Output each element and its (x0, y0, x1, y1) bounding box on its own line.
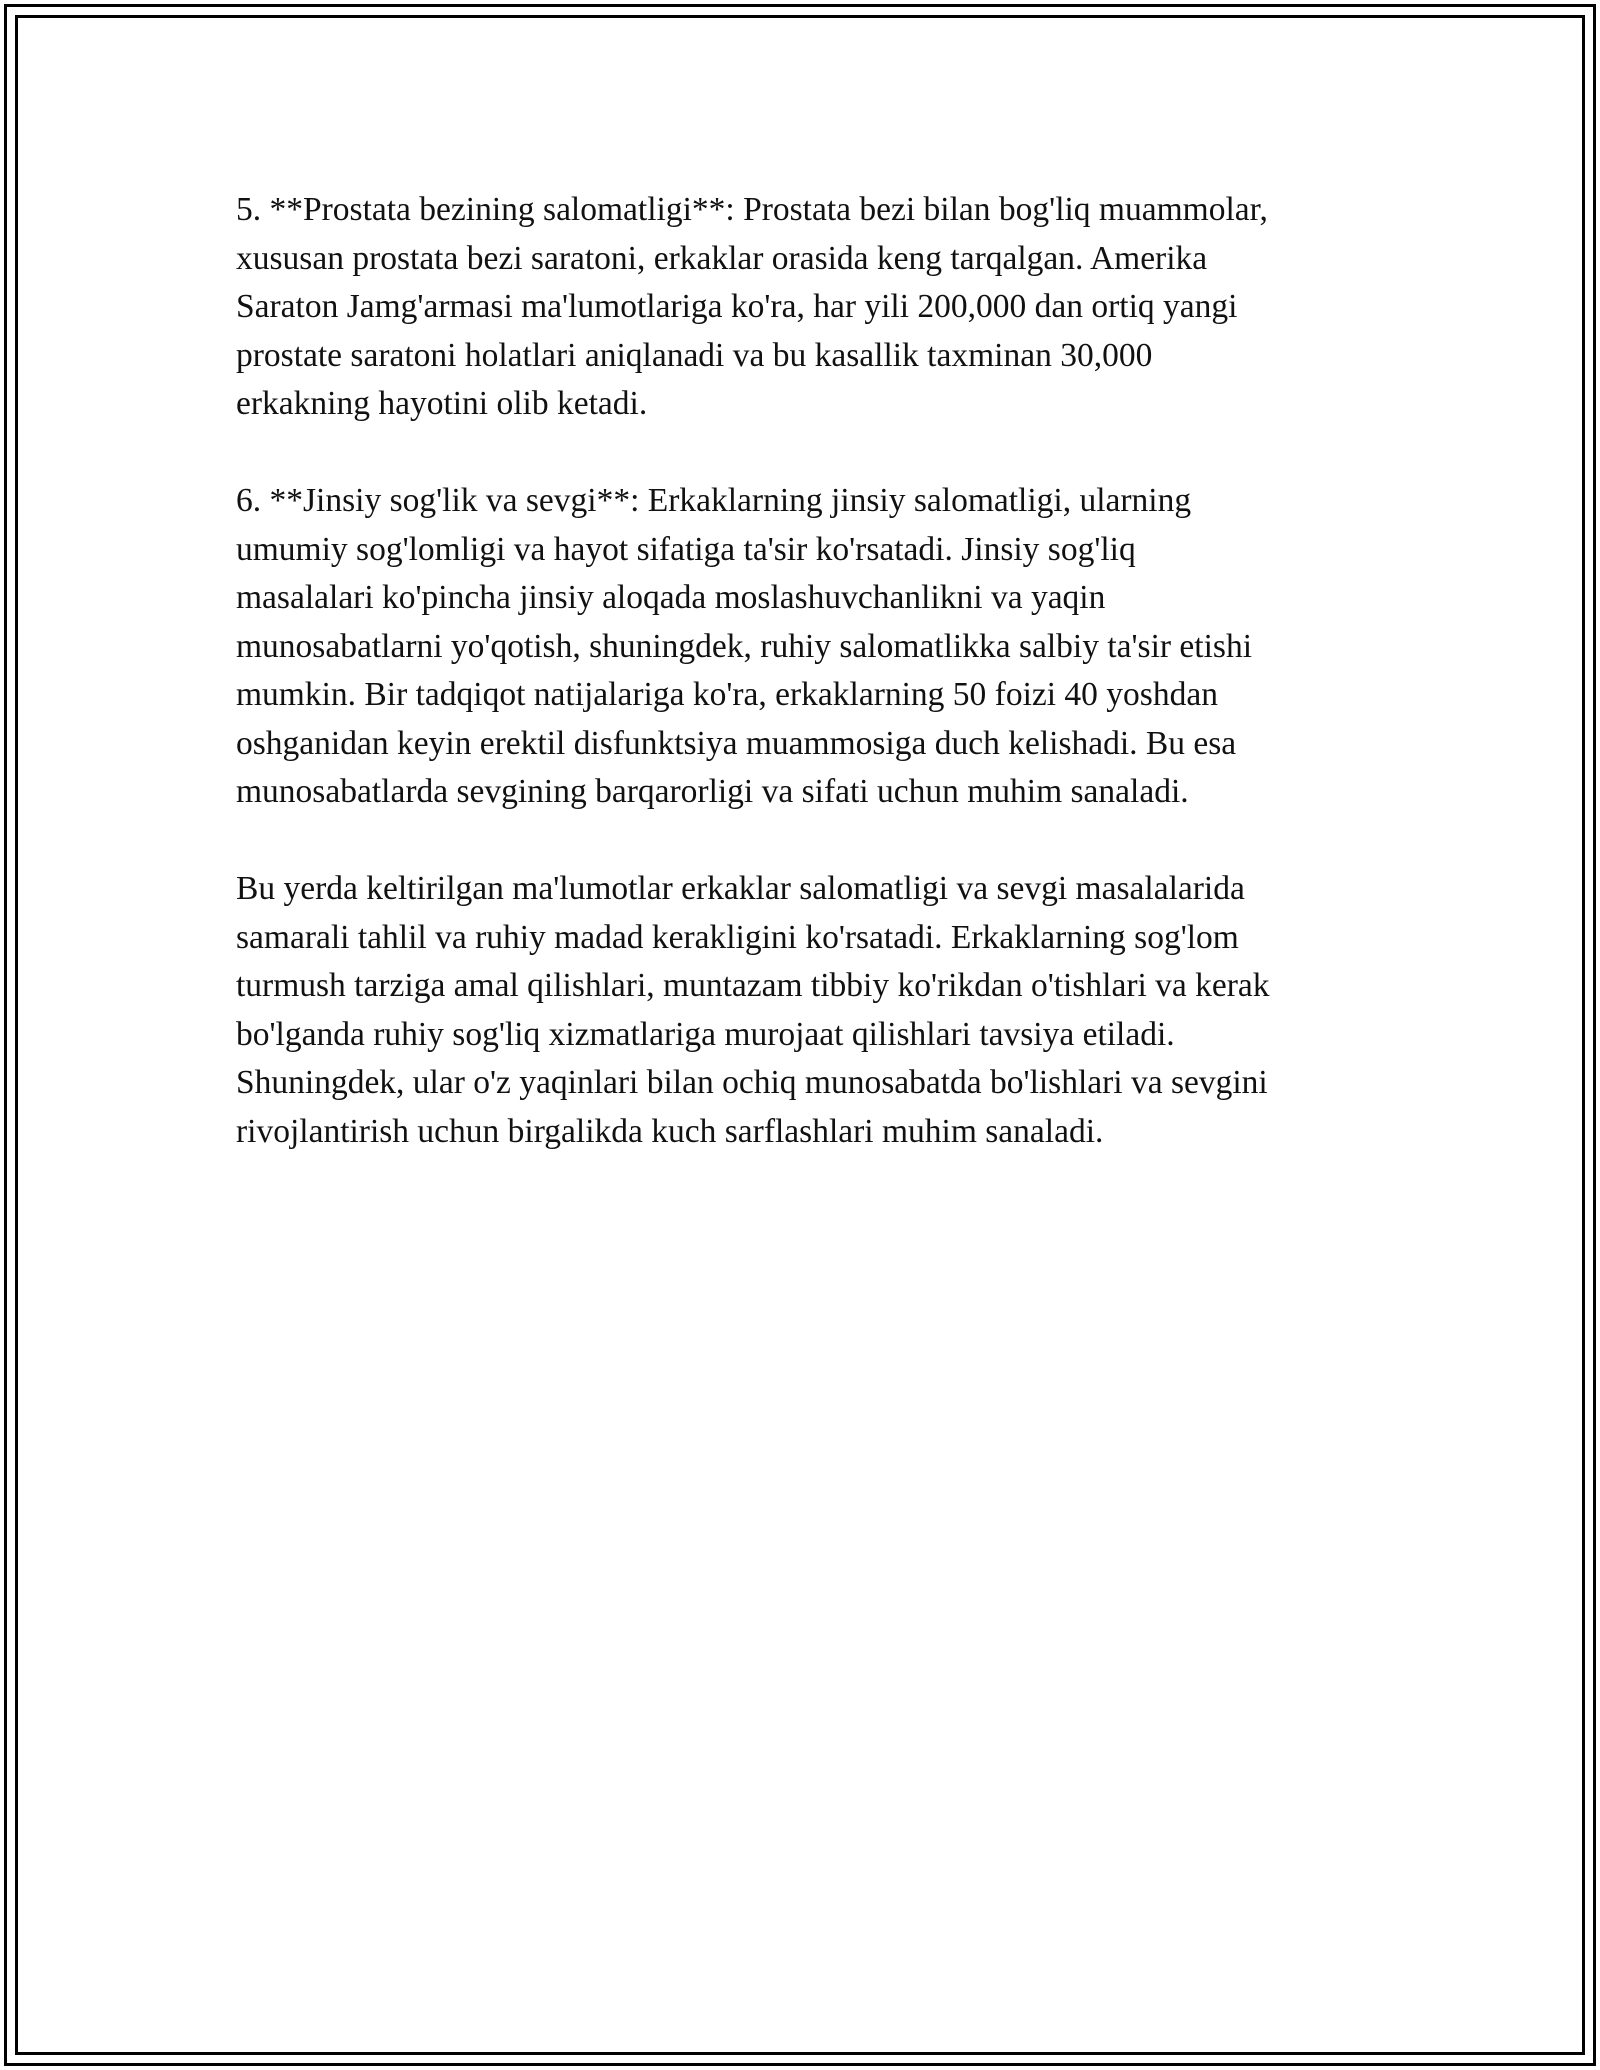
text-line: bo'lganda ruhiy sog'liq xizmatlariga murojaat qilishlari tavsiya etiladi. (236, 1015, 1175, 1053)
text-line: mumkin. Bir tadqiqot natijalariga ko'ra, erkaklarning 50 foizi 40 yoshdan (236, 676, 1218, 713)
text-line: 6. **Jinsiy sog'lik va sevgi**: Erkaklarning jinsiy salomatligi, ularning (236, 482, 1192, 519)
text-line: samarali tahlil va ruhiy madad kerakligini ko'rsatadi. Erkaklarning sog'lom (236, 918, 1239, 956)
text-line: Shuningdek, ular o'z yaqinlari bilan ochiq munosabatda bo'lishlari va sevgini (236, 1064, 1268, 1101)
text-line: masalalari ko'pincha jinsiy aloqada moslashuvchanlikni va yaqin (236, 579, 1106, 616)
paragraph-conclusion (236, 865, 1386, 1156)
text-line: rivojlantirish uchun birgalikda kuch sarflashlari muhim sanaladi. (236, 1112, 1104, 1150)
text-line: Saraton Jamg'armasi ma'lumotlariga ko'ra, har yili 200,000 dan ortiq yangi (236, 288, 1238, 325)
text-line: munosabatlarni yo'qotish, shuningdek, ruhiy salomatlikka salbiy ta'sir etishi (236, 627, 1253, 665)
text-line: munosabatlarda sevgining barqarorligi va sifati uchun muhim sanaladi. (236, 773, 1189, 810)
text-line: prostate saratoni holatlari aniqlanadi va bu kasallik taxminan 30,000 (236, 336, 1153, 374)
paragraph-sexual-health (236, 477, 1386, 817)
text-line: umumiy sog'lomligi va hayot sifatiga ta'sir ko'rsatadi. Jinsiy sog'liq (236, 530, 1136, 568)
text-line: turmush tarziga amal qilishlari, muntazam tibbiy ko'rikdan o'tishlari va kerak (236, 967, 1270, 1004)
text-line: oshganidan keyin erektil disfunktsiya muammosiga duch kelishadi. Bu esa (236, 724, 1237, 762)
text-line: Bu yerda keltirilgan ma'lumotlar erkaklar salomatligi va sevgi masalalarida (236, 870, 1245, 907)
paragraph-prostate-health (236, 186, 1386, 429)
text-line: 5. **Prostata bezining salomatligi**: Prostata bezi bilan bog'liq muammolar, (236, 191, 1268, 228)
text-line: erkakning hayotini olib ketadi. (236, 385, 648, 422)
document-body (236, 186, 1386, 1205)
text-line: xususan prostata bezi saratoni, erkaklar orasida keng tarqalgan. Amerika (236, 239, 1208, 277)
